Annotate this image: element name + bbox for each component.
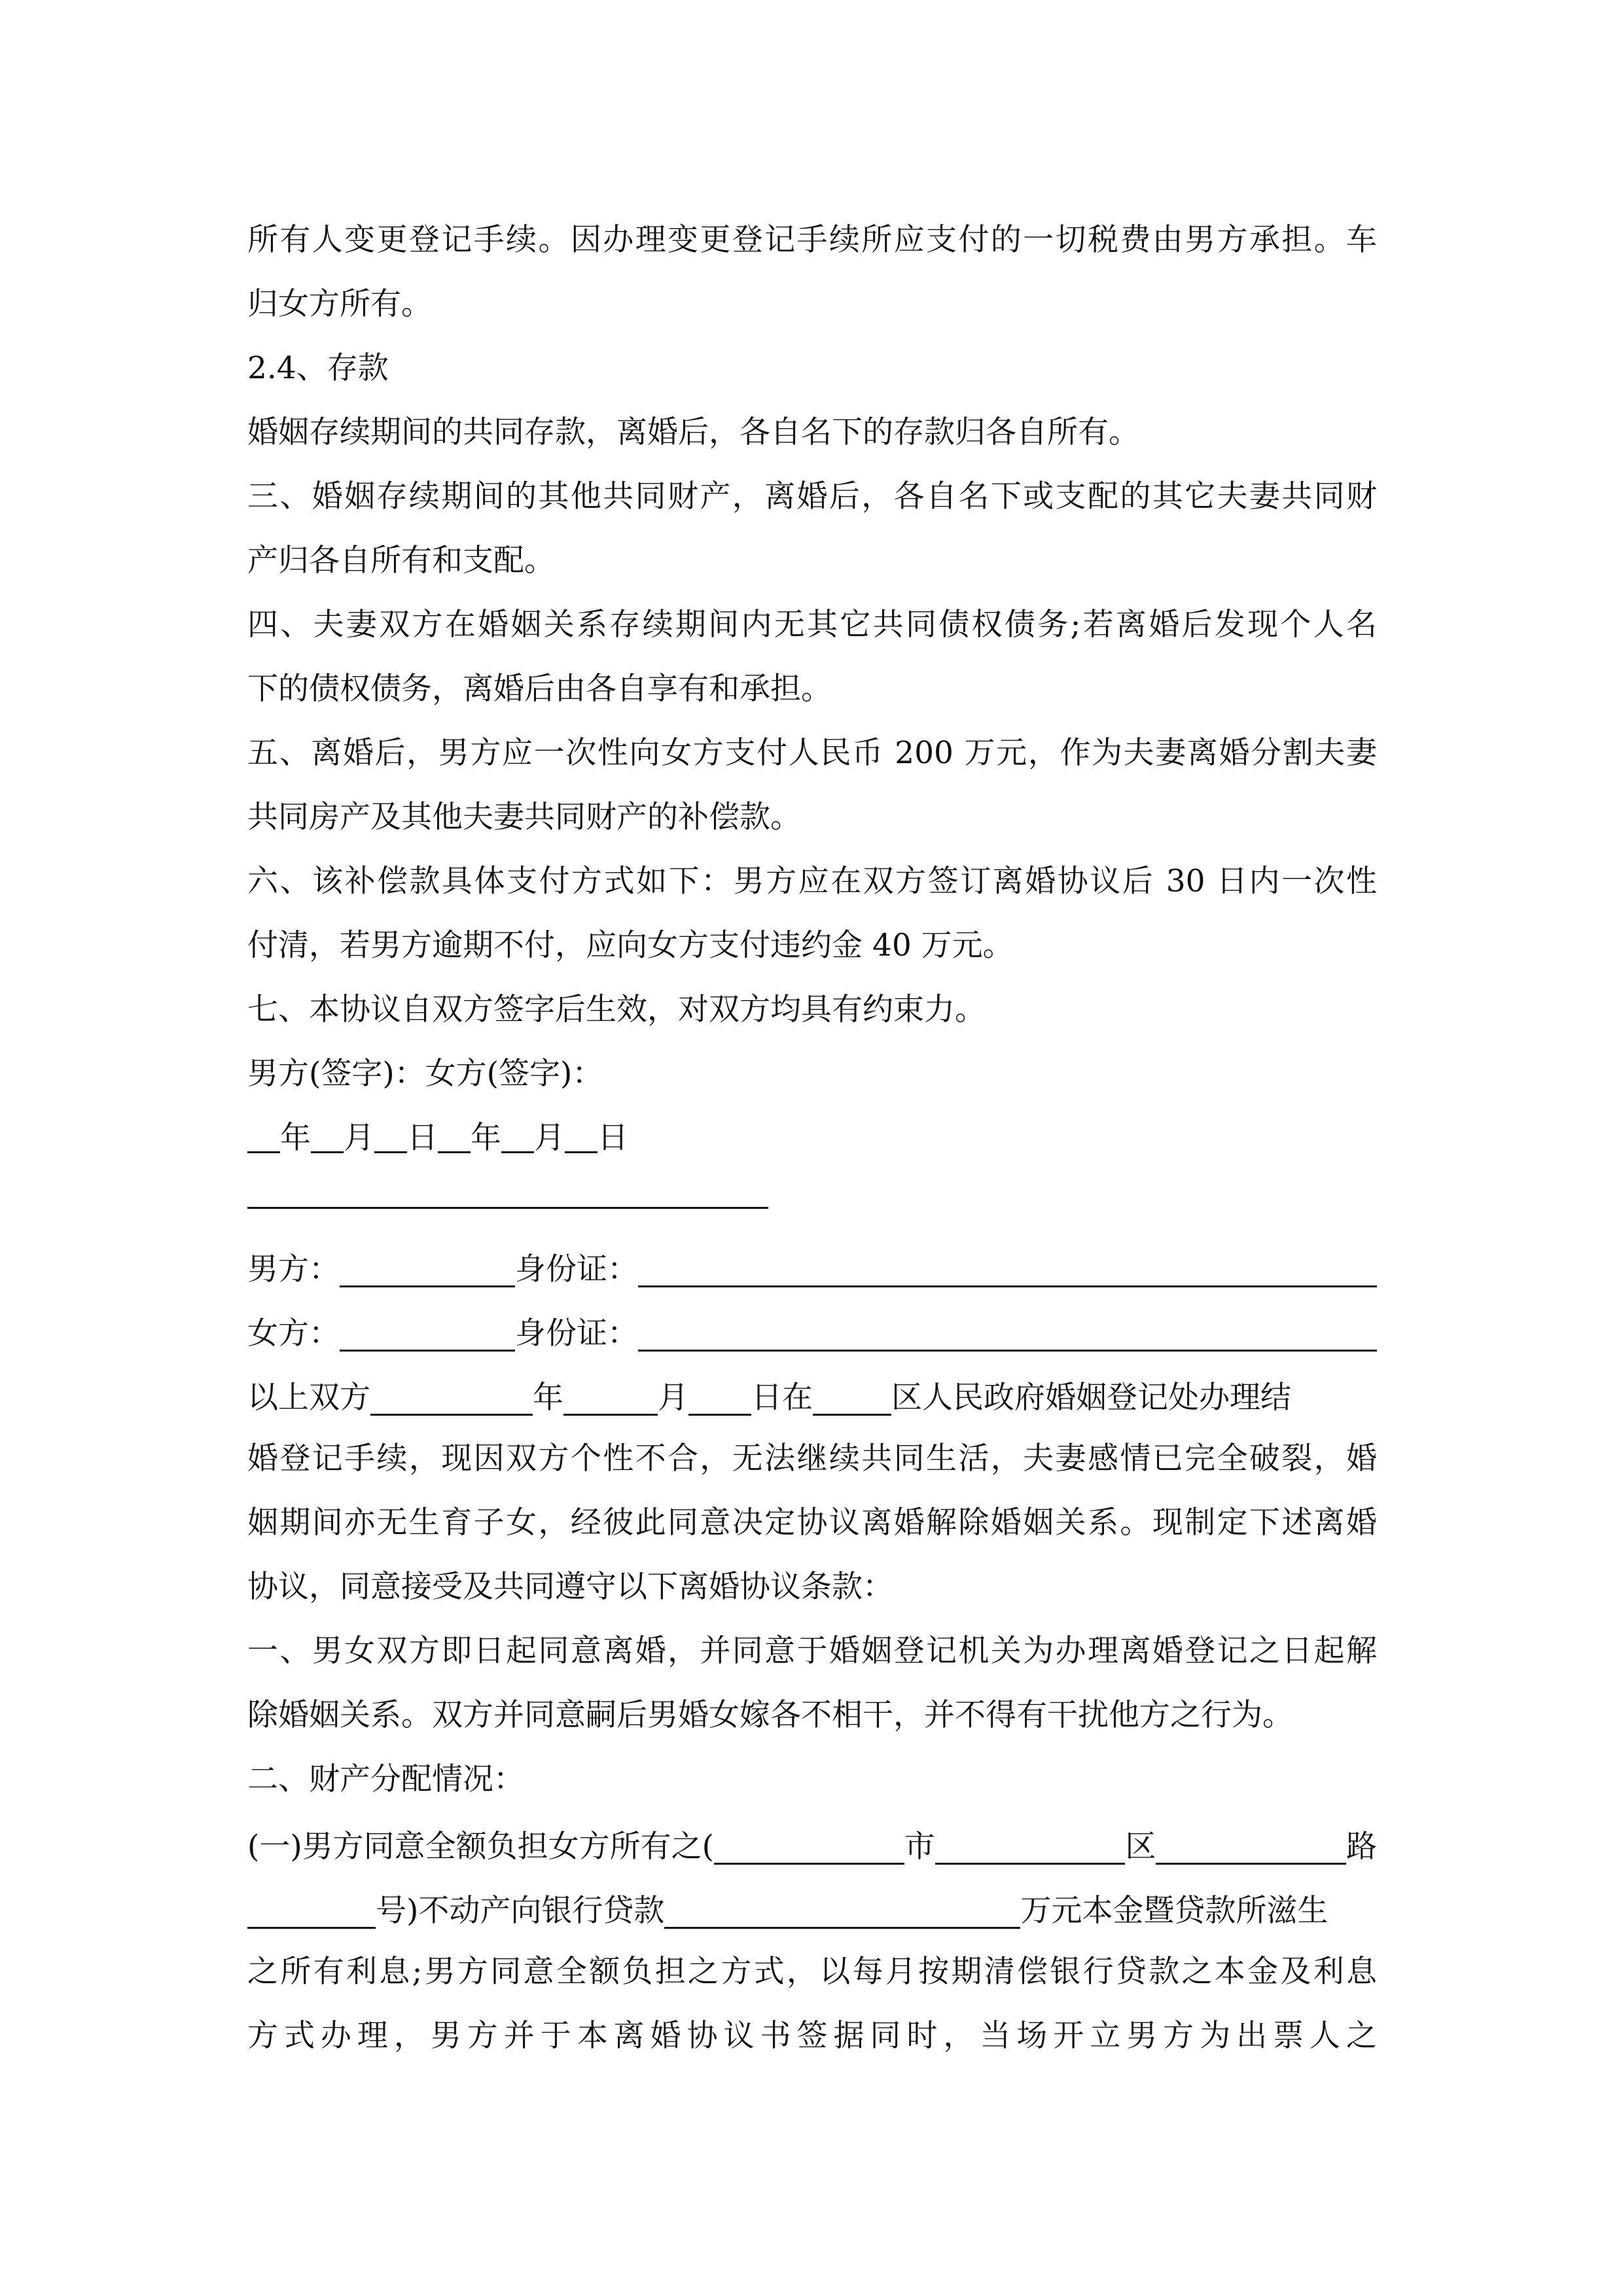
- signature-labels: 男方(签字)：女方(签字)：: [247, 1056, 603, 1092]
- section-heading: 二、财产分配情况：: [247, 1761, 524, 1797]
- blank-field[interactable]: [565, 1112, 597, 1153]
- blank-field[interactable]: [714, 1823, 904, 1865]
- blank-field[interactable]: [664, 1888, 1020, 1929]
- woman-id-field[interactable]: [638, 1310, 1377, 1352]
- paragraph-line: (一)男方同意全额负担女方所有之( 市 区 路: [247, 1812, 1377, 1876]
- blank-field[interactable]: [370, 1374, 533, 1416]
- paragraph-line: 除婚姻关系。双方并同意嗣后男婚女嫁各不相干，并不得有干扰他方之行为。: [247, 1697, 1293, 1733]
- paragraph-line: 之所有利息;男方同意全额负担之方式，以每月按期清偿银行贷款之本金及利息: [247, 1954, 1377, 1990]
- blank-field[interactable]: [1156, 1823, 1346, 1865]
- paragraph-line: 姻期间亦无生育子女，经彼此同意决定协议离婚解除婚姻关系。现制定下述离婚: [247, 1505, 1377, 1541]
- blank-field[interactable]: [563, 1374, 658, 1416]
- separator-rule: [247, 1170, 1377, 1234]
- blank-field[interactable]: [374, 1112, 407, 1153]
- woman-name-field[interactable]: [340, 1310, 515, 1352]
- document-body: [247, 208, 1377, 2068]
- paragraph-line: 付清，若男方逾期不付，应向女方支付违约金 40 万元。: [247, 927, 1014, 963]
- date-line: 年 月 日 年 月 日: [247, 1106, 1377, 1170]
- paragraph-line: 婚登记手续，现因双方个性不合，无法继续共同生活，夫妻感情已完全破裂，婚: [247, 1441, 1377, 1477]
- paragraph-line: 所有人变更登记手续。因办理变更登记手续所应支付的一切税费由男方承担。车: [247, 222, 1377, 258]
- paragraph-line: 下的债权债务，离婚后由各自享有和承担。: [247, 671, 832, 707]
- woman-info-line: 女方： 身份证：: [247, 1299, 1377, 1363]
- paragraph-line: 六、该补偿款具体支付方式如下：男方应在双方签订离婚协议后 30 日内一次性: [247, 863, 1377, 899]
- blank-field[interactable]: [501, 1112, 534, 1153]
- paragraph-line: 四、夫妻双方在婚姻关系存续期间内无其它共同债权债务;若离婚后发现个人名: [247, 607, 1377, 643]
- man-id-field[interactable]: [638, 1246, 1377, 1287]
- blank-field[interactable]: [247, 1888, 376, 1929]
- paragraph-line: 婚姻存续期间的共同存款，离婚后，各自名下的存款归各自所有。: [247, 414, 1139, 450]
- blank-field[interactable]: [688, 1374, 751, 1416]
- paragraph-line: 七、本协议自双方签字后生效，对双方均具有约束力。: [247, 992, 986, 1028]
- paragraph-line: 号)不动产向银行贷款 万元本金暨贷款所滋生: [247, 1876, 1377, 1940]
- paragraph-line: 协议，同意接受及共同遵守以下离婚协议条款：: [247, 1569, 893, 1605]
- paragraph-line: 一、男女双方即日起同意离婚，并同意于婚姻登记机关为办理离婚登记之日起解: [247, 1633, 1377, 1669]
- paragraph-line: 产归各自所有和支配。: [247, 543, 555, 579]
- paragraph-line: 以上双方 年 月 日在 区人民政府婚姻登记处办理结: [247, 1363, 1377, 1427]
- blank-field[interactable]: [311, 1112, 344, 1153]
- blank-field[interactable]: [247, 1112, 280, 1153]
- blank-field[interactable]: [813, 1374, 891, 1416]
- blank-field[interactable]: [935, 1823, 1126, 1865]
- paragraph-line: 共同房产及其他夫妻共同财产的补偿款。: [247, 799, 801, 835]
- man-name-field[interactable]: [340, 1246, 515, 1287]
- paragraph-line: 三、婚姻存续期间的其他共同财产，离婚后，各自名下或支配的其它夫妻共同财: [247, 478, 1377, 514]
- man-info-line: 男方： 身份证：: [247, 1234, 1377, 1299]
- paragraph-line: 五、离婚后，男方应一次性向女方支付人民币 200 万元，作为夫妻离婚分割夫妻: [247, 735, 1377, 771]
- blank-field[interactable]: [438, 1112, 471, 1153]
- paragraph-line: 归女方所有。: [247, 286, 432, 322]
- paragraph-line: 方式办理，男方并于本离婚协议书签据同时，当场开立男方为出票人之: [247, 2018, 1377, 2054]
- section-heading: 2.4、存款: [247, 350, 389, 386]
